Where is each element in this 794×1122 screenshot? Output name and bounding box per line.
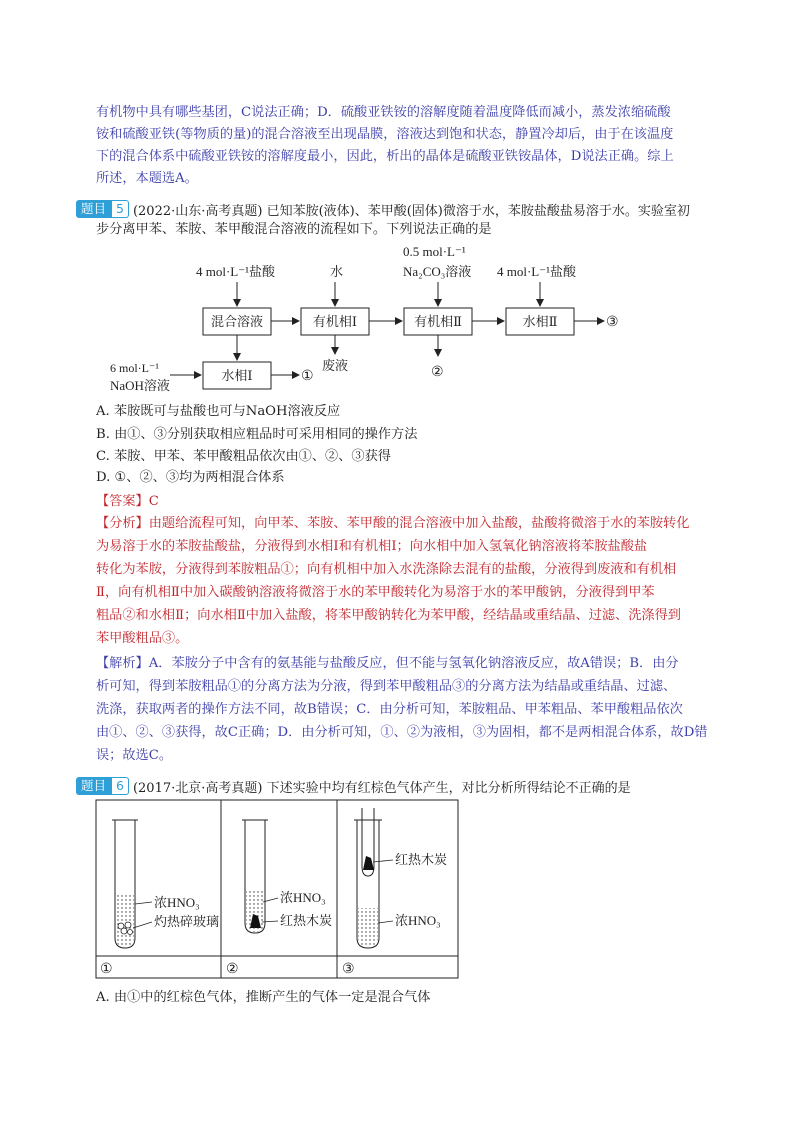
naoh-conc: 6 mol·L⁻¹ — [110, 361, 159, 375]
product-2: ② — [431, 365, 444, 380]
reagent-na2co3: Na₂CO₃溶液 — [403, 264, 472, 279]
q5-option-d: D. ①、②、③均为两相混合体系 — [96, 470, 285, 485]
q5-explanation-3: 洗涤，获取两者的操作方法不同，故B错误；C．由分析可知，苯胺粗品、甲苯粗品、苯甲酸粗品依次 — [96, 702, 683, 717]
q5-explanation-4: 由①、②、③获得，故C正确；D．由分析可知，①、②为液相，③为固相，都不是两相混合体系，故D错 — [96, 725, 708, 740]
exp2-acid-label: 浓HNO₃ — [280, 890, 326, 905]
exp-label-3: ③ — [342, 962, 355, 977]
exp1-acid-label: 浓HNO₃ — [154, 895, 200, 910]
intro-line-3: 下的混合体系中硫酸亚铁铵的溶解度最小，因此，析出的晶体是硫酸亚铁铵晶体，D说法正确。综上 — [96, 149, 674, 164]
question-number: 6 — [111, 777, 129, 795]
q5-answer: 【答案】C — [96, 494, 159, 509]
waste-liquid: 废液 — [322, 358, 349, 373]
q5-analysis-1: 【分析】由题给流程可知，向甲苯、苯胺、苯甲酸的混合溶液中加入盐酸，盐酸将微溶于水的苯胺转化 — [96, 516, 690, 531]
question-5-stem-line-2: 步分离甲苯、苯胺、苯甲酸混合溶液的流程如下。下列说法正确的是 — [96, 222, 492, 237]
experiment-table — [0, 798, 794, 982]
intro-line-2: 铵和硫酸亚铁(等物质的量)的混合溶液至出现晶膜，溶液达到饱和状态，静置冷却后，由于在该温度 — [96, 127, 674, 142]
box-mixed-label: 混合溶液 — [210, 314, 264, 329]
q5-option-a: A. 苯胺既可与盐酸也可与NaOH溶液反应 — [96, 404, 341, 419]
q5-analysis-3: 转化为苯胺，分液得到苯胺粗品①；向有机相中加入水洗涤除去混有的盐酸，分液得到废液和有机相 — [96, 562, 677, 577]
question-5-header — [76, 199, 690, 219]
reagent-hcl-1: 4 mol·L⁻¹盐酸 — [196, 264, 276, 279]
q5-analysis-4: Ⅱ，向有机相Ⅱ中加入碳酸钠溶液将微溶于水的苯甲酸转化为易溶于水的苯甲酸钠，分液得到甲苯 — [96, 585, 655, 600]
question-number: 5 — [111, 200, 129, 218]
q5-analysis-2: 为易溶于水的苯胺盐酸盐，分液得到水相Ⅰ和有机相Ⅰ；向水相中加入氢氧化钠溶液将苯胺盐酸盐 — [96, 539, 648, 554]
question-tag: 题目 — [76, 200, 111, 218]
question-6-header — [76, 776, 631, 796]
test-tube-3 — [354, 808, 382, 948]
q5-analysis-6: 苯甲酸粗品③。 — [96, 631, 189, 646]
q5-option-c: C. 苯胺、甲苯、苯甲酸粗品依次由①、②、③获得 — [96, 449, 391, 464]
box-aqueous-2-label: 水相Ⅱ — [522, 314, 558, 329]
product-1: ① — [301, 369, 314, 384]
exp3-acid-label: 浓HNO₃ — [395, 913, 441, 928]
intro-line-4: 所述，本题选A。 — [96, 171, 198, 186]
exp2-solid-label: 红热木炭 — [280, 913, 333, 928]
q5-analysis-5: 粗品②和水相Ⅱ；向水相Ⅱ中加入盐酸，将苯甲酸钠转化为苯甲酸，经结晶或重结晶、过滤、洗涤得到 — [96, 608, 681, 623]
naoh-solution: NaOH溶液 — [110, 378, 170, 393]
reagent-water: 水 — [330, 264, 344, 279]
product-3: ③ — [606, 315, 619, 330]
q5-explanation-2: 析可知，得到苯胺粗品①的分离方法为分液，得到苯甲酸粗品③的分离方法为结晶或重结晶、过滤、 — [96, 679, 677, 694]
box-aqueous-1-label: 水相Ⅰ — [221, 368, 253, 383]
exp-label-1: ① — [100, 962, 113, 977]
q6-option-a: A. 由①中的红棕色气体，推断产生的气体一定是混合气体 — [96, 990, 431, 1005]
question-5-stem-line-1: (2022·山东·高考真题) 已知苯胺(液体)、苯甲酸(固体)微溶于水，苯胺盐酸盐易溶于水。实验室初 — [132, 203, 690, 219]
test-tube-1 — [112, 820, 138, 948]
q5-explanation-1: 【解析】A．苯胺分子中含有的氨基能与盐酸反应，但不能与氢氧化钠溶液反应，故A错误；B．由分 — [96, 656, 679, 671]
exp1-solid-label: 灼热碎玻璃 — [154, 914, 220, 929]
box-organic-2-label: 有机相Ⅱ — [414, 314, 462, 329]
intro-line-1: 有机物中具有哪些基团，C说法正确；D．硫酸亚铁铵的溶解度随着温度降低而减小，蒸发浓缩硫酸 — [96, 105, 671, 120]
test-tube-2 — [242, 820, 268, 933]
exp3-solid-label: 红热木炭 — [395, 852, 448, 867]
exp-label-2: ② — [226, 962, 239, 977]
reagent-na2co3-conc: 0.5 mol·L⁻¹ — [403, 244, 466, 259]
box-organic-1-label: 有机相Ⅰ — [312, 314, 358, 329]
question-tag: 题目 — [76, 777, 111, 795]
q5-option-b: B. 由①、③分别获取相应粗品时可采用相同的操作方法 — [96, 427, 418, 442]
q5-explanation-5: 误；故选C。 — [96, 748, 173, 763]
reagent-hcl-2: 4 mol·L⁻¹盐酸 — [497, 264, 577, 279]
separation-flowchart — [0, 240, 794, 400]
question-6-stem: (2017·北京·高考真题) 下述实验中均有红棕色气体产生，对比分析所得结论不正确的是 — [132, 780, 631, 796]
